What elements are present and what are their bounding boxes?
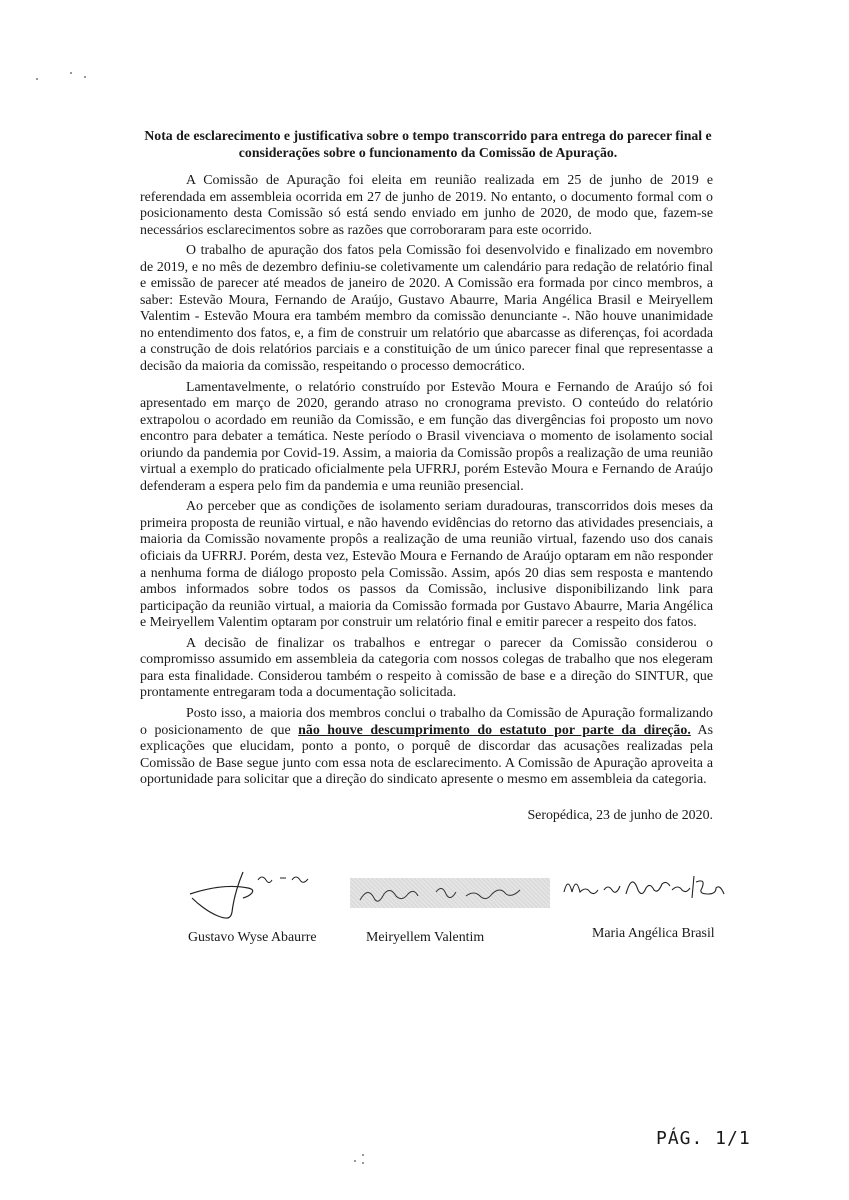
paragraph: Ao perceber que as condições de isolamento seriam duradouras, transcorridos dois meses da primeira proposta de reunião virtual, e não havendo evidências do retorno das atividades presenciais, a maioria da Comissão novamente propôs a realização de uma reunião virtual, fazendo uso dos canais oficiais da UFRRJ. Porém, desta vez, Estevão Moura e Fernando de Araújo optaram em não responder a nenhuma forma de diálogo proposto pela Comissão. Assim, após 20 dias sem resposta e mantendo ambos informados sobre todos os passos da Comissão, inclusive disponibilizando link para participação da reunião virtual, a maioria da Comissão formada por Gustavo Abaurre, Maria Angélica e Meiryellem Valentim optaram por construir um relatório final e emitir parecer a respeito dos fatos. [140,499,713,631]
signature-scribble [350,878,550,908]
conclusion-text-after: As explicações que elucidam, ponto a ponto, o porquê de discordar das acusações realizadas pela Comissão de Base segue junto com essa nota de esclarecimento. A Comissão de Apuração aproveita a oportunidade para solicitar que a direção do sindicato apresente o mesmo em assembleia da categoria. [140,722,713,788]
document-title: Nota de esclarecimento e justificativa sobre o tempo transcorrido para entrega do parecer final e considerações sobre o funcionamento da Comissão de Apuração. [144,128,712,160]
signatory-name: Gustavo Wyse Abaurre [188,930,317,945]
signature-maria [560,870,730,904]
signature-gustavo [188,866,338,926]
signature-scribble [188,866,338,926]
paragraph-conclusion [140,706,713,789]
signature-stamp-meiryellem [350,878,550,908]
paragraph: A Comissão de Apuração foi eleita em reunião realizada em 25 de junho de 2019 e referendada em assembleia ocorrida em 27 de junho de 2019. No entanto, o documento formal com o posicionamento desta Comissão só está sendo enviado em junho de 2020, de modo que, fazem-se necessários esclarecimentos sobre as razões que corroboraram para este ocorrido. [140,173,713,238]
speck [36,78,38,80]
scan-specks [36,68,96,82]
paragraph: A decisão de finalizar os trabalhos e entregar o parecer da Comissão considerou o compromisso assumido em assembleia da categoria com nossos colegas de trabalho que nos elegeram para esta finalidade. Considerou também o respeito à comissão de base e a direção do SINTUR, que prontamente entregaram toda a documentação solicitada. [140,635,713,701]
speck [362,1154,364,1156]
place-date: Seropédica, 23 de junho de 2020. [527,808,713,823]
conclusion-emphasis: não houve descumprimento do estatuto por parte da direção. [298,722,691,738]
document-body [140,173,713,793]
signature-scribble [560,870,730,904]
speck [70,72,72,74]
scan-mark [352,1152,372,1170]
speck [354,1160,356,1162]
paragraph: O trabalho de apuração dos fatos pela Comissão foi desenvolvido e finalizado em novembro de 2019, e no mês de dezembro definiu-se coletivamente um calendário para redação de relatório final e emissão de parecer até meados de janeiro de 2020. A Comissão era formada por cinco membros, a saber: Estevão Moura, Fernando de Araújo, Gustavo Abaurre, Maria Angélica Brasil e Meiryellem Valentim - Estevão Moura era também membro da comissão denunciante -. Não houve unanimidade no entendimento dos fatos, e, a fim de construir um relatório que abarcasse as diferenças, foi acordada a construção de dois relatórios parciais e a constituição de um único parecer final que representasse a decisão da maioria da comissão, respeitando o processo democrático. [140,243,713,375]
conclusion-text-before: Posto isso, a maioria dos membros conclui o trabalho da Comissão de Apuração formalizando o posicionamento de que [140,705,713,738]
speck [362,1162,364,1164]
signatory-name: Maria Angélica Brasil [592,926,715,941]
speck [84,76,86,78]
page-number: PÁG. 1/1 [656,1128,751,1149]
signatory-name: Meiryellem Valentim [366,930,485,945]
paragraph: Lamentavelmente, o relatório construído por Estevão Moura e Fernando de Araújo só foi apresentado em março de 2020, gerando atraso no cronograma previsto. O conteúdo do relatório extrapolou o acordado em reunião da Comissão, e em função das divergências foi proposto um novo encontro para debater a temática. Neste período o Brasil vivenciava o momento de isolamento social oriundo da pandemia por Covid-19. Assim, a maioria da Comissão propôs a realização de uma reunião virtual a exemplo do praticado oficialmente pela UFRRJ, porém Estevão Moura e Fernando de Araújo defenderam a espera pelo fim da pandemia e uma reunião presencial. [140,379,713,494]
